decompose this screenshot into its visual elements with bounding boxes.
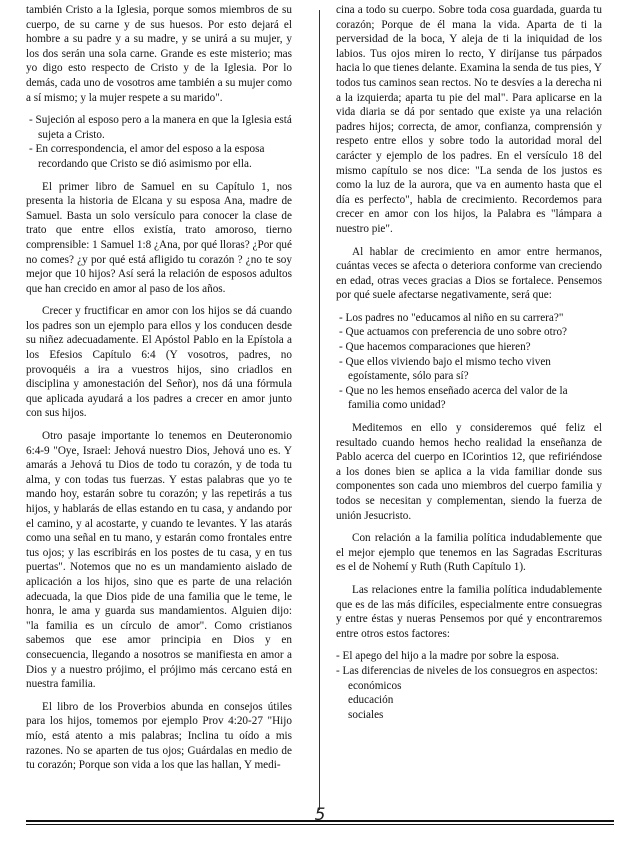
paragraph: Con relación a la familia política indudablemente que el mejor ejemplo que tenemos en las Sagradas Escrituras es el de Nohemí y Ruth (Ruth Capítulo 1).	[336, 532, 602, 574]
paragraph: Crecer y fructificar en amor con los hijos se dá cuando los padres son un ejemplo para ellos y los conducen desde su niñez adecuadamente. El Apóstol Pablo en la Epístola a los Efesios Capítulo 6:4 (Y vosotros, padres, no provoquéis a ira a vuestros hijos, sino criadlos en disciplina y amonestación del Señor), nos dá una fórmula que aplicada ayudará a los padres a crecer en amor junto con sus hijos.	[26, 305, 292, 420]
paragraph: Las relaciones entre la familia política indudablemente que es de las más difíciles, especialmente entre consuegras y entre éstas y nueras Pensemos por qué y encontraremos entre otros estos factores:	[336, 583, 602, 640]
aspect-list	[336, 679, 602, 723]
list-item: educación	[348, 694, 394, 707]
page-number: 5	[314, 805, 326, 825]
list-item: sociales	[348, 708, 384, 721]
list-item: económicos	[348, 679, 402, 692]
list-item: - En correspondencia, el amor del esposo a la esposa recordando que Cristo se dió asimismo por ella.	[29, 143, 265, 170]
left-column	[26, 3, 292, 781]
footer-rule-thin	[26, 824, 614, 825]
list-item: - Que no les hemos enseñado acerca del valor de la familia como unidad?	[339, 384, 568, 412]
column-divider	[319, 10, 320, 810]
bullet-list	[26, 113, 292, 171]
paragraph: El libro de los Proverbios abunda en consejos útiles para los hijos, tomemos por ejemplo Prov 4:20-27 "Hijo mío, está atento a mis palabras; Inclina tu oído a mis razones. No se aparten de tus ojos; Guárdalas en medio de tu corazón; Porque son vida a los que las hallan, Y medi-	[26, 700, 292, 772]
list-item: - El apego del hijo a la madre por sobre la esposa.	[336, 650, 560, 663]
footer-rule	[26, 820, 614, 822]
list-item: - Sujeción al esposo pero a la manera en que la Iglesia está sujeta a Cristo.	[29, 114, 292, 141]
right-column	[336, 3, 602, 722]
paragraph: cina a todo su cuerpo. Sobre toda cosa guardada, guarda tu corazón; Porque de él mana la vida. Aparta de ti la perversidad de la boca, Y aleja de ti la iniquidad de los labios. Tus ojos miren lo recto, Y diríjanse tus párpados hacia lo que tienes delante. Examina la senda de tus pies, Y todos tus caminos sean rectos. No te desvíes a la derecha ni a la izquierda; aparta tu pie del mal". Para aplicarse en la vida diaria se dá por sentado que existe ya una relación padres hijos; correcta, de amor, confianza, comprensión y respeto entre ellos y sobre todo la autoridad moral del carácter y ejemplo de los padres. En el versículo 18 del mismo capítulo se nos dice: "La senda de los justos es como la luz de la aurora, que va en aumento hasta que el día es perfecto", habla de crecimiento. Recordemos para crecer en amor con los hijos, la Palabra es "lámpara a nuestro pie".	[336, 4, 602, 235]
paragraph: Al hablar de crecimiento en amor entre hermanos, cuántas veces se afecta o deteriora conforme van creciendo en edad, otras veces gracias a Dios se fortalece. Pensemos por qué suele afectarse negativamente, será que:	[336, 245, 602, 302]
paragraph: también Cristo a la Iglesia, porque somos miembros de su cuerpo, de su carne y de sus huesos. Por esto dejará el hombre a su padre y a su madre, y se unirá a su mujer, y los dos serán una sola carne. Grande es este misterio; mas yo digo esto respecto de Cristo y de la Iglesia. Por lo demás, cada uno de vosotros ame también a su mujer como a sí mismo; y la mujer respete a su marido".	[26, 4, 292, 104]
list-item: - Que ellos viviendo bajo el mismo techo viven egoístamente, sólo para sí?	[339, 355, 551, 383]
paragraph: Meditemos en ello y consideremos qué feliz el resultado cuando hemos hecho realidad la enseñanza de Pablo acerca del cuerpo en ICorintios 12, que refiriéndose a los dones bien se aplica a la vida familiar donde sus componentes son cada uno miembros del cuerpo familia y todos se necesitan y complementan, siendo la fuerza de unión Jesucristo.	[336, 422, 602, 522]
factor-list	[336, 649, 602, 678]
paragraph: Otro pasaje importante lo tenemos en Deuteronomio 6:4-9 "Oye, Israel: Jehová nuestro Dios, Jehová uno es. Y amarás a Jehová tu Dios de todo tu corazón, y de toda tu alma, y con todas tus fuerzas. Y estas palabras que yo te mando hoy, estarán sobre tu corazón; y las repetirás a tus hijos, y hablarás de ellas estando en tu casa, y andando por el camino, y al acostarte, y cuando te levantes. Y las atarás como una señal en tu mano, y estarán como frontales entre tus ojos; y las escribirás en los postes de tu casa, y en tus puertas". Notemos que no es un mandamiento aislado de aplicación a los hijos, sino que es parte de una relación adecuada, la que Dios pide de una familia que le teme, le honra, le ama y guarda sus mandamientos. Alguien dijo: "la familia es un círculo de amor". Como cristianos sabemos que ese amor principia en Dios y en consecuencia, llegando a nosotros se manifiesta en amor a Dios y a nuestro prójimo, el prójimo más cercano está en nuestra familia.	[26, 430, 292, 691]
list-item: - Los padres no "educamos al niño en su carrera?"	[339, 311, 564, 324]
list-item: - Las diferencias de niveles de los consuegros en aspectos:	[336, 664, 598, 677]
paragraph: El primer libro de Samuel en su Capítulo 1, nos presenta la historia de Elcana y su esposa Ana, madre de Samuel. Basta un solo versículo para conocer la clase de trato que entre ellos existía, trato amoroso, tierno comprensible: 1 Samuel 1:8 ¿Ana, por qué lloras? ¿Por qué no comes? ¿y por qué está afligido tu corazón ? ¿no te soy mejor que 10 hijos? Así será la relación de esposos adultos que han crecido en amor al paso de los años.	[26, 180, 292, 295]
list-item: - Que hacemos comparaciones que hieren?	[339, 341, 531, 354]
bullet-list	[336, 311, 602, 413]
list-item: - Que actuamos con preferencia de uno sobre otro?	[339, 326, 567, 339]
